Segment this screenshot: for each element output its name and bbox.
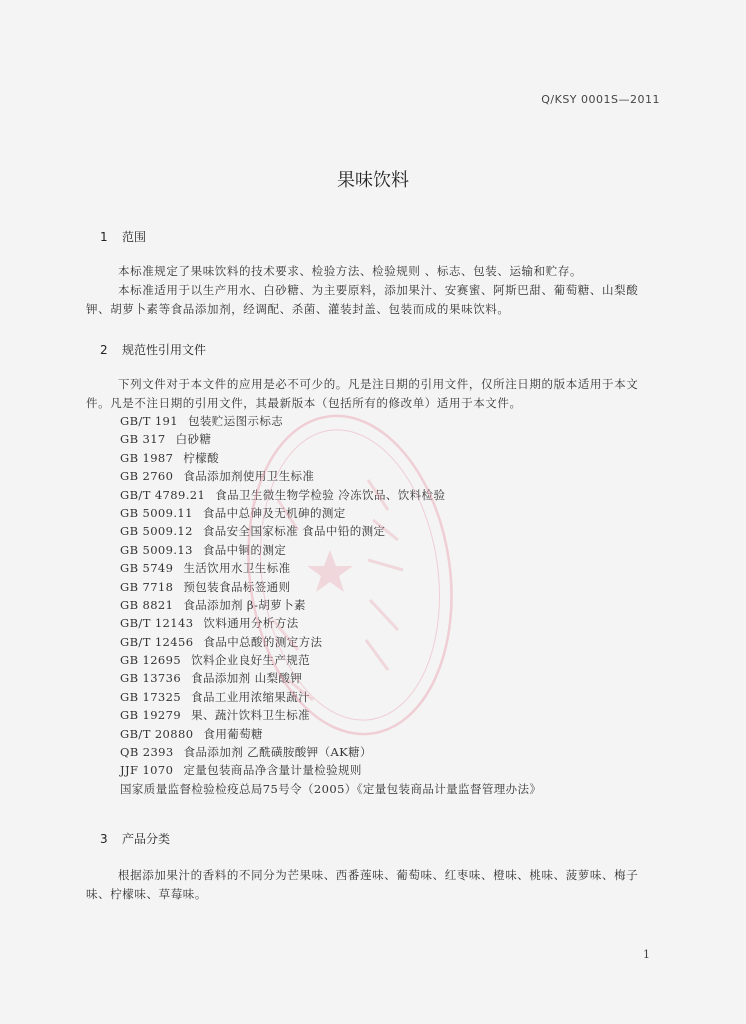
- reference-title: 食品中总酸的测定方法: [203, 634, 323, 649]
- reference-code: GB 1987: [120, 450, 174, 465]
- reference-title: 白砂糖: [175, 432, 212, 447]
- reference-title: 食用葡萄糖: [203, 726, 263, 741]
- section-2-heading: [100, 341, 206, 358]
- reference-code: GB 7718: [120, 579, 174, 594]
- reference-code: GB/T 191: [120, 414, 178, 428]
- reference-title: 柠檬酸: [183, 450, 220, 465]
- reference-code: GB/T 12143: [120, 616, 194, 631]
- reference-title: 食品添加剂使用卫生标准: [183, 469, 315, 484]
- reference-code: GB/T 20880: [120, 726, 194, 741]
- reference-title: 果、蔬汁饮料卫生标准: [191, 708, 311, 723]
- reference-code: GB 17325: [120, 689, 182, 704]
- reference-code: GB 8821: [120, 597, 174, 612]
- section-1-heading: [100, 228, 146, 245]
- section-number: 1: [100, 230, 108, 244]
- reference-code: GB 5009.12: [120, 524, 193, 539]
- reference-title: 食品中总砷及无机砷的测定: [202, 505, 346, 520]
- reference-title: 食品添加剂 β-胡萝卜素: [183, 597, 306, 612]
- reference-title: 国家质量监督检验检疫总局75号令（2005）《定量包装商品计量监督管理办法》: [120, 781, 542, 796]
- reference-item: [120, 761, 541, 779]
- reference-code: GB 19279: [120, 708, 182, 723]
- section-number: 2: [100, 343, 108, 357]
- reference-item: [120, 780, 541, 798]
- reference-code: GB 13736: [120, 671, 182, 686]
- section-title: 产品分类: [122, 832, 171, 846]
- reference-item: [120, 743, 541, 761]
- reference-title: 包装贮运图示标志: [188, 414, 284, 428]
- reference-code: GB 2760: [120, 469, 174, 484]
- reference-title: 生活饮用水卫生标准: [183, 561, 291, 576]
- reference-title: 定量包装商品净含量计量检验规则: [183, 763, 362, 778]
- reference-code: JJF 1070: [120, 763, 174, 778]
- section-number: 3: [100, 832, 108, 846]
- reference-title: 食品安全国家标准 食品中铅的测定: [202, 524, 386, 539]
- standard-code: Q/KSY 0001S—2011: [541, 93, 660, 106]
- reference-title: 饮料企业良好生产规范: [191, 653, 311, 668]
- section-title: 范围: [122, 230, 147, 244]
- reference-title: 食品卫生微生物学检验 冷冻饮品、饮料检验: [215, 487, 446, 502]
- section-title: 规范性引用文件: [122, 343, 207, 357]
- reference-code: QB 2393: [120, 745, 174, 760]
- references-intro: 下列文件对于本文件的应用是必不可少的。凡是注日期的引用文件，仅所注日期的版本适用于本文件。凡是不注日期的引用文件，其最新版本（包括所有的修改单）适用于本文件。: [86, 377, 639, 410]
- reference-code: GB 12695: [120, 653, 182, 668]
- scope-paragraph-1: 本标准规定了果味饮料的技术要求、检验方法、检验规则 、标志、包装、运输和贮存。: [118, 264, 583, 278]
- classification-paragraph: 根据添加果汁的香料的不同分为芒果味、西番莲味、葡萄味、红枣味、橙味、桃味、菠萝味、梅子味、柠檬味、草莓味。: [86, 868, 639, 901]
- reference-code: GB 5009.11: [120, 505, 193, 520]
- reference-title: 预包装食品标签通则: [183, 579, 291, 594]
- reference-title: 食品工业用浓缩果蔬汁: [191, 689, 311, 704]
- reference-title: 食品中铜的测定: [202, 542, 287, 557]
- reference-code: GB/T 4789.21: [120, 487, 206, 502]
- seal-stamp-watermark: [238, 400, 468, 740]
- reference-code: GB/T 12456: [120, 634, 194, 649]
- reference-code: GB 317: [120, 432, 166, 447]
- scope-paragraph-2: 本标准适用于以生产用水、白砂糖、为主要原料，添加果汁、安赛蜜、阿斯巴甜、葡萄糖、山梨酸钾、胡萝卜素等食品添加剂，经调配、杀菌、灌装封盖、包装而成的果味饮料。: [86, 283, 639, 316]
- reference-title: 食品添加剂 山梨酸钾: [191, 671, 303, 686]
- reference-title: 食品添加剂 乙酰磺胺酸钾（AK糖）: [183, 745, 372, 760]
- section-3-heading: [100, 830, 170, 847]
- document-title: 果味饮料: [337, 170, 409, 191]
- page-number: 1: [643, 948, 650, 961]
- reference-code: GB 5009.13: [120, 542, 193, 557]
- reference-title: 饮料通用分析方法: [203, 616, 299, 631]
- reference-code: GB 5749: [120, 561, 174, 576]
